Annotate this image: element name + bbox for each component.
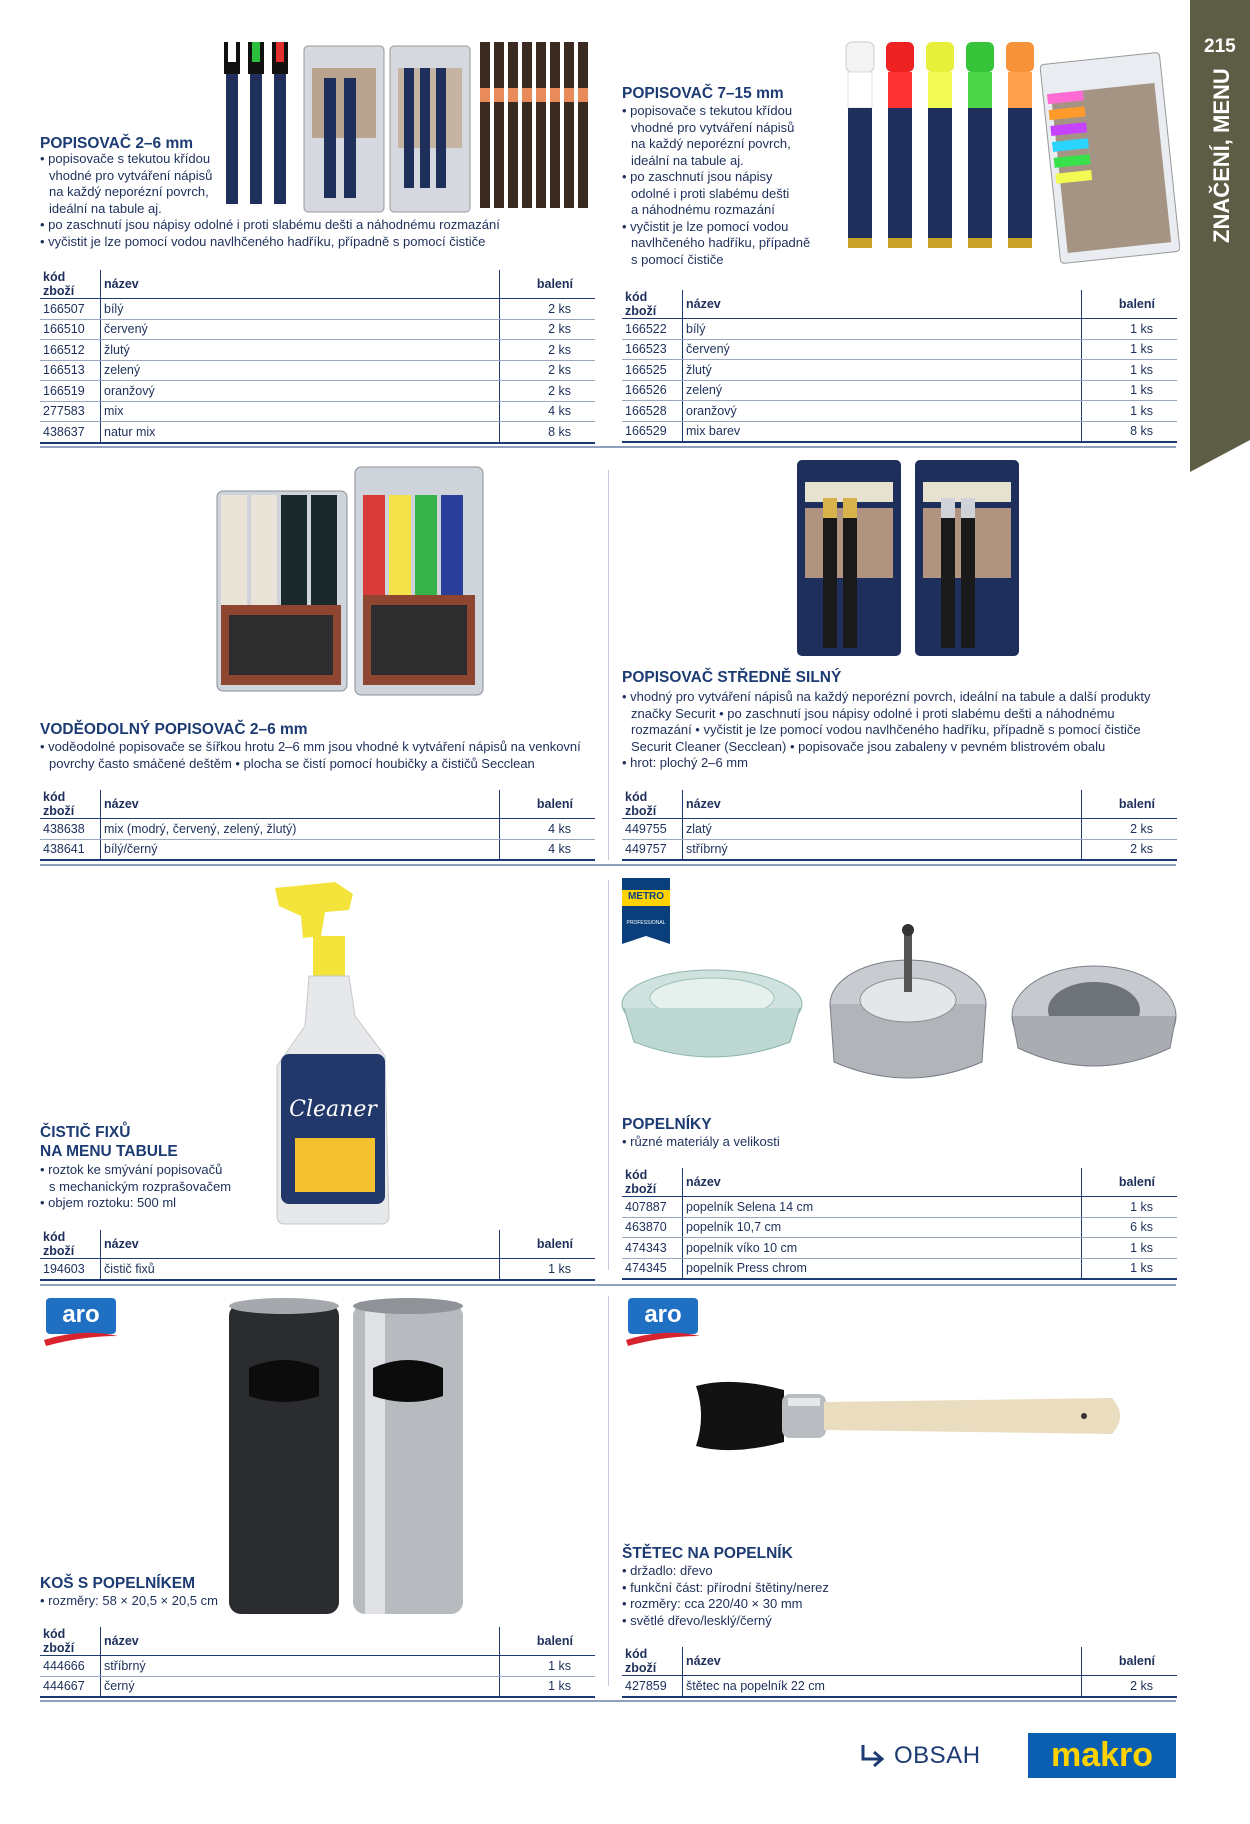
cell-pack: 2 ks <box>1082 819 1178 840</box>
product-image-chalk-markers-7-15 <box>840 38 1180 268</box>
cell-name: bílý <box>683 319 1082 340</box>
cell-code: 444667 <box>40 1676 101 1697</box>
cell-pack: 1 ks <box>1082 360 1178 381</box>
cell-name: zelený <box>101 360 500 381</box>
cell-pack: 1 ks <box>1082 319 1178 340</box>
header-name: název <box>683 1647 1082 1676</box>
header-code: kód zboží <box>622 1647 683 1676</box>
cell-code: 463870 <box>622 1217 683 1238</box>
desc-line: různé materiály a velikosti <box>630 1134 780 1149</box>
table-row <box>622 839 1177 860</box>
cell-pack: 1 ks <box>1082 339 1178 360</box>
cell-pack: 4 ks <box>500 401 596 422</box>
cell-name: popelník Press chrom <box>683 1258 1082 1279</box>
table-row <box>40 839 595 860</box>
product-title-cleaner <box>40 1123 178 1161</box>
desc-line: po zaschnutí jsou nápisy <box>630 169 773 184</box>
cell-name: mix <box>101 401 500 422</box>
table-row <box>622 319 1177 340</box>
product-desc-bin: • rozměry: 58 × 20,5 × 20,5 cm <box>40 1593 218 1608</box>
desc-line: funkční část: přírodní štětiny/nerez <box>630 1579 829 1595</box>
cell-code: 166529 <box>622 421 683 442</box>
cell-name: černý <box>101 1676 500 1697</box>
column-divider <box>608 1296 609 1686</box>
cell-code: 407887 <box>622 1197 683 1218</box>
contents-link[interactable] <box>858 1738 981 1774</box>
product-image-bin-ashtray <box>225 1296 465 1618</box>
table-row <box>622 1197 1177 1218</box>
cell-pack: 1 ks <box>500 1656 596 1677</box>
cell-pack: 2 ks <box>500 319 596 340</box>
table-row <box>622 421 1177 442</box>
table-row <box>622 1217 1177 1238</box>
column-divider <box>608 880 609 1270</box>
cell-pack: 2 ks <box>500 340 596 361</box>
side-tab <box>1190 0 1250 472</box>
table-row <box>622 339 1177 360</box>
product-table-waterproof <box>40 790 595 861</box>
desc-line: ideální na tabule aj. <box>631 152 744 168</box>
header-pack: balení <box>1082 1647 1178 1676</box>
svg-text:Cleaner: Cleaner <box>289 1097 377 1122</box>
cell-pack: 4 ks <box>500 839 596 860</box>
header-pack: balení <box>500 790 596 819</box>
cell-name: žlutý <box>683 360 1082 381</box>
product-table-ashtrays <box>622 1168 1177 1280</box>
return-arrow-icon <box>858 1741 888 1771</box>
cell-pack: 1 ks <box>1082 401 1178 422</box>
product-desc-cleaner: • roztok ke smývání popisovačů s mechanickým rozprašovačem • objem roztoku: 500 ml <box>40 1162 280 1212</box>
product-table-marker-7-15 <box>622 290 1177 443</box>
cell-pack: 8 ks <box>1082 421 1178 442</box>
product-image-ashtrays <box>620 924 1180 1094</box>
aro-label: aro <box>628 1298 698 1334</box>
header-code: kód zboží <box>622 290 683 319</box>
cell-pack: 2 ks <box>500 381 596 402</box>
makro-label: makro <box>1050 1736 1154 1774</box>
cell-code: 427859 <box>622 1676 683 1697</box>
cell-pack: 4 ks <box>500 819 596 840</box>
cell-code: 166526 <box>622 380 683 401</box>
desc-line: Securit Cleaner (Secclean) • popisovače jsou zabaleny v pevném blistrovém obalu <box>631 738 1106 754</box>
table-row <box>40 319 595 340</box>
desc-line: držadlo: dřevo <box>630 1563 713 1578</box>
desc-line: rozměry: cca 220/40 × 30 mm <box>630 1596 803 1611</box>
cell-name: popelník víko 10 cm <box>683 1238 1082 1259</box>
table-row <box>622 1238 1177 1259</box>
cell-code: 166510 <box>40 319 101 340</box>
cell-code: 474343 <box>622 1238 683 1259</box>
desc-line: s mechanickým rozprašovačem <box>49 1178 232 1194</box>
cell-code: 166507 <box>40 299 101 320</box>
cell-pack: 1 ks <box>1082 1197 1178 1218</box>
cell-pack: 2 ks <box>1082 839 1178 860</box>
desc-line: popisovače s tekutou křídou <box>48 151 211 166</box>
header-pack: balení <box>500 1627 596 1656</box>
product-title-ashtrays: POPELNÍKY <box>622 1116 712 1133</box>
product-title-brush: ŠTĚTEC NA POPELNÍK <box>622 1545 793 1562</box>
product-table-medium-marker <box>622 790 1177 861</box>
product-image-waterproof-markers <box>215 465 485 699</box>
cell-pack: 1 ks <box>1082 380 1178 401</box>
cell-name: zelený <box>683 380 1082 401</box>
desc-line: rozmazání • vyčistit je lze pomocí vodou navlhčeného hadříku, případně s pomocí čističe <box>631 722 1141 737</box>
product-title-bin: KOŠ S POPELNÍKEM <box>40 1575 196 1592</box>
table-row <box>40 1656 595 1677</box>
desc-line: vyčistit je lze pomocí vodou navlhčeného hadříku, případně s pomocí čističe <box>48 233 486 249</box>
product-desc-marker-2-6: • popisovače s tekutou křídou vhodné pro vytváření nápisů na každý neporézní povrch, ideální na tabule aj. • po zaschnutí jsou nápisy odolné i proti slabému dešti a náhodnému rozmazání • vyčistit je lze pomocí vodou navlhčeného hadříku, případně s pomocí čističe <box>40 151 600 250</box>
product-table-marker-2-6 <box>40 270 595 444</box>
product-table-bin <box>40 1627 595 1698</box>
desc-line: roztok ke smývání popisovačů <box>48 1162 223 1177</box>
aro-logo <box>42 1298 120 1350</box>
header-name: název <box>101 1627 500 1656</box>
product-table-cleaner <box>40 1230 595 1281</box>
header-name: název <box>683 1168 1082 1197</box>
cell-pack: 6 ks <box>1082 1217 1178 1238</box>
cell-pack: 1 ks <box>1082 1258 1178 1279</box>
table-row <box>40 340 595 361</box>
header-name: název <box>683 790 1082 819</box>
cell-name: oranžový <box>683 401 1082 422</box>
title-line: ČISTIČ FIXŮ <box>40 1124 131 1141</box>
contents-label: OBSAH <box>894 1742 981 1769</box>
header-code: kód zboží <box>40 790 101 819</box>
desc-line: odolné i proti slabému dešti <box>631 185 790 201</box>
header-pack: balení <box>500 1230 596 1259</box>
table-row <box>40 299 595 320</box>
header-code: kód zboží <box>40 1627 101 1656</box>
product-image-brush <box>692 1376 1132 1456</box>
product-image-medium-markers <box>795 458 1025 658</box>
cell-pack: 2 ks <box>500 360 596 381</box>
cell-code: 166523 <box>622 339 683 360</box>
header-code: kód zboží <box>40 1230 101 1259</box>
aro-label: aro <box>46 1298 116 1334</box>
header-code: kód zboží <box>40 270 101 299</box>
desc-line: a náhodnému rozmazání <box>631 202 775 217</box>
cell-code: 438637 <box>40 422 101 443</box>
cell-pack: 8 ks <box>500 422 596 443</box>
cell-code: 438638 <box>40 819 101 840</box>
column-divider <box>608 470 609 860</box>
desc-line: s pomocí čističe <box>631 251 724 267</box>
desc-line: povrchy často smáčené deštěm • plocha se čistí pomocí houbičky a čističů Secclean <box>49 755 535 771</box>
header-pack: balení <box>1082 1168 1178 1197</box>
cell-name: natur mix <box>101 422 500 443</box>
table-row <box>622 1676 1177 1697</box>
cell-pack: 1 ks <box>500 1676 596 1697</box>
cell-code: 166528 <box>622 401 683 422</box>
cell-name: stříbrný <box>101 1656 500 1677</box>
section-divider <box>40 1700 1176 1702</box>
table-row <box>622 380 1177 401</box>
section-divider <box>40 864 1176 866</box>
desc-line: vyčistit je lze pomocí vodou <box>630 218 789 234</box>
cell-code: 166512 <box>40 340 101 361</box>
header-code: kód zboží <box>622 1168 683 1197</box>
cell-name: červený <box>683 339 1082 360</box>
cell-code: 444666 <box>40 1656 101 1677</box>
table-row <box>40 422 595 443</box>
header-code: kód zboží <box>622 790 683 819</box>
cell-code: 194603 <box>40 1259 101 1280</box>
header-name: název <box>101 790 500 819</box>
product-desc-brush: • držadlo: dřevo • funkční část: přírodní štětiny/nerez • rozměry: cca 220/40 × 30 mm • světlé dřevo/lesklý/černý <box>622 1563 829 1628</box>
desc-line: značky Securit • po zaschnutí jsou nápisy odolné i proti slabému dešti a náhodnému <box>631 705 1115 721</box>
cell-pack: 1 ks <box>500 1259 596 1280</box>
page-number: 215 <box>1204 36 1236 57</box>
desc-line: světlé dřevo/lesklý/černý <box>630 1612 772 1628</box>
desc-line: navlhčeného hadříku, případně <box>631 235 811 250</box>
cell-name: mix (modrý, červený, zelený, žlutý) <box>101 819 500 840</box>
desc-line: vhodný pro vytváření nápisů na každý neporézní povrch, ideální na tabule a další produkty <box>630 689 1151 704</box>
desc-line: popisovače s tekutou křídou <box>630 103 793 118</box>
product-image-cleaner-spray <box>265 876 405 1226</box>
desc-line: vhodné pro vytváření nápisů <box>631 119 795 135</box>
section-divider <box>40 446 1176 448</box>
aro-logo <box>624 1298 702 1350</box>
desc-line: ideální na tabule aj. <box>49 200 162 216</box>
product-title-marker-7-15: POPISOVAČ 7–15 mm <box>622 85 784 102</box>
cell-name: štětec na popelník 22 cm <box>683 1676 1082 1697</box>
makro-logo <box>1028 1733 1176 1778</box>
header-name: název <box>101 1230 500 1259</box>
desc-line: hrot: plochý 2–6 mm <box>630 755 748 770</box>
cell-pack: 1 ks <box>1082 1238 1178 1259</box>
header-name: název <box>683 290 1082 319</box>
table-row <box>622 360 1177 381</box>
cell-code: 277583 <box>40 401 101 422</box>
cell-code: 449755 <box>622 819 683 840</box>
desc-line: rozměry: 58 × 20,5 × 20,5 cm <box>48 1593 218 1608</box>
product-title-medium-marker: POPISOVAČ STŘEDNĚ SILNÝ <box>622 669 842 686</box>
table-row <box>40 381 595 402</box>
table-row <box>40 1676 595 1697</box>
section-divider <box>40 1284 1176 1286</box>
desc-line: vhodné pro vytváření nápisů <box>49 167 213 183</box>
side-tab-label: ZNAČENÍ, MENU <box>1209 68 1234 243</box>
cell-code: 449757 <box>622 839 683 860</box>
cell-name: oranžový <box>101 381 500 402</box>
table-row <box>622 401 1177 422</box>
product-desc-medium-marker: • vhodný pro vytváření nápisů na každý neporézní povrch, ideální na tabule a další produkty značky Securit • po zaschnutí jsou nápisy odolné i proti slabému dešti a náhodnému rozmazání • vyčistit je lze pomocí vodou navlhčeného hadříku, případně s pomocí čističe Securit Cleaner (Secclean) • popisovače jsou zabaleny v pevném blistrovém obalu • hrot: plochý 2–6 mm <box>622 689 1182 772</box>
cell-name: stříbrný <box>683 839 1082 860</box>
metro-sub-label: PROFESSIONAL <box>626 920 666 926</box>
title-line: NA MENU TABULE <box>40 1143 178 1160</box>
cell-pack: 2 ks <box>1082 1676 1178 1697</box>
cell-pack: 2 ks <box>500 299 596 320</box>
product-title-marker-2-6: POPISOVAČ 2–6 mm <box>40 135 194 152</box>
cell-name: žlutý <box>101 340 500 361</box>
product-table-brush <box>622 1647 1177 1698</box>
table-row <box>40 1259 595 1280</box>
table-row <box>40 819 595 840</box>
cell-name: popelník 10,7 cm <box>683 1217 1082 1238</box>
table-row <box>40 401 595 422</box>
table-row <box>622 819 1177 840</box>
table-row <box>622 1258 1177 1279</box>
header-pack: balení <box>1082 790 1178 819</box>
header-pack: balení <box>1082 290 1178 319</box>
desc-line: na každý neporézní povrch, <box>631 136 791 151</box>
desc-line: po zaschnutí jsou nápisy odolné i proti slabému dešti a náhodnému rozmazání <box>48 217 500 232</box>
cell-code: 166522 <box>622 319 683 340</box>
cell-name: čistič fixů <box>101 1259 500 1280</box>
cell-name: popelník Selena 14 cm <box>683 1197 1082 1218</box>
cell-code: 166519 <box>40 381 101 402</box>
cell-name: bílý <box>101 299 500 320</box>
cell-code: 438641 <box>40 839 101 860</box>
product-desc-ashtrays: • různé materiály a velikosti <box>622 1134 780 1149</box>
desc-line: na každý neporézní povrch, <box>49 184 209 199</box>
product-desc-marker-7-15: • popisovače s tekutou křídou vhodné pro vytváření nápisů na každý neporézní povrch, ideální na tabule aj. • po zaschnutí jsou nápisy odolné i proti slabému dešti a náhodnému rozmazání • vyčistit je lze pomocí vodou navlhčeného hadříku, případně s pomocí čističe <box>622 103 832 268</box>
cell-name: červený <box>101 319 500 340</box>
cell-name: zlatý <box>683 819 1082 840</box>
product-title-waterproof: VODĚODOLNÝ POPISOVAČ 2–6 mm <box>40 721 308 738</box>
cell-name: bílý/černý <box>101 839 500 860</box>
table-row <box>40 360 595 381</box>
product-desc-waterproof: • voděodolné popisovače se šířkou hrotu 2–6 mm jsou vhodné k vytváření nápisů na venkovní povrchy často smáčené deštěm • plocha se čistí pomocí houbičky a čističů Secclean <box>40 739 610 772</box>
cell-code: 474345 <box>622 1258 683 1279</box>
cell-name: mix barev <box>683 421 1082 442</box>
metro-label: METRO <box>627 891 665 902</box>
cell-code: 166525 <box>622 360 683 381</box>
header-name: název <box>101 270 500 299</box>
desc-line: voděodolné popisovače se šířkou hrotu 2–6 mm jsou vhodné k vytváření nápisů na venkovní <box>48 739 581 754</box>
cell-code: 166513 <box>40 360 101 381</box>
header-pack: balení <box>500 270 596 299</box>
desc-line: objem roztoku: 500 ml <box>48 1195 177 1210</box>
